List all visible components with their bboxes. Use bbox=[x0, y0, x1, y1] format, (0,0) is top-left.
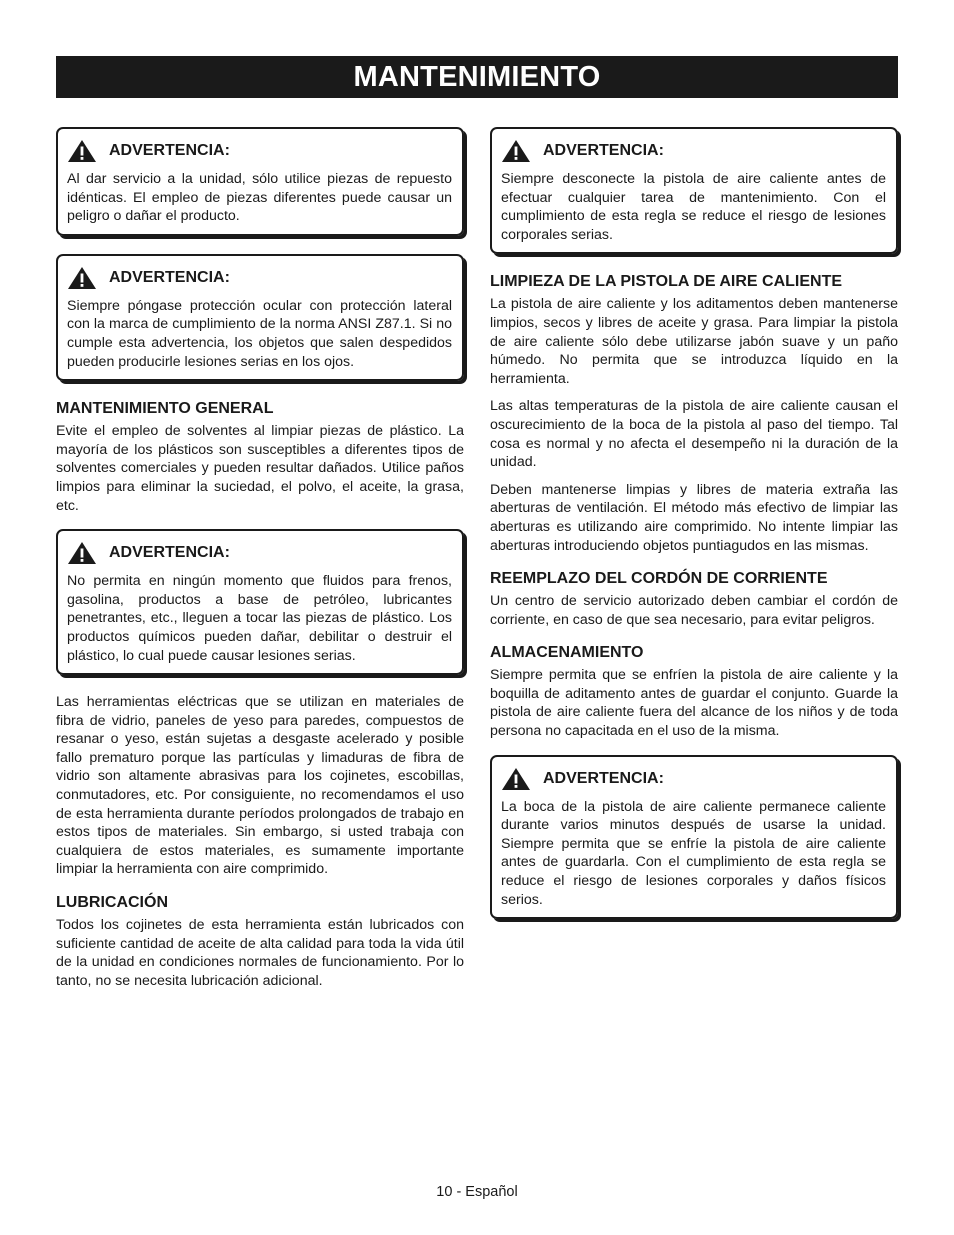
warning-triangle-icon bbox=[501, 767, 531, 791]
warning-triangle-icon bbox=[67, 541, 97, 565]
section-text: Las herramientas eléctricas que se utilizan en materiales de fibra de vidrio, paneles de yeso para paredes, compuestos de resanar o yeso, están sujetas a desgaste acelerado y posible fallo prematuro porque las partículas y limaduras de fibra de vidrio son altamente abrasivas para los cojinetes, escobillas, conmutadores, etc. Por consiguiente, no recomendamos el uso de esta herramienta durante períodos prolongados de trabajo en estos tipos de materiales. Sin embargo, si usted trabaja con cualquiera de estos materiales, es sumamente importante limpiar la herramienta con aire comprimido. bbox=[56, 694, 464, 878]
warning-title: ADVERTENCIA: bbox=[109, 268, 230, 286]
warning-text: Al dar servicio a la unidad, sólo utilice piezas de repuesto idénticas. El empleo de piezas diferentes puede causar un peligro o dañar el producto. bbox=[67, 171, 452, 225]
section-heading: ALMACENAMIENTO bbox=[490, 644, 644, 662]
warning-box-chemicals bbox=[56, 529, 464, 675]
section-lubrication bbox=[56, 893, 464, 990]
section-text: Siempre permita que se enfríen la pistola de aire caliente y la boquilla de aditamento antes de guardar el conjunto. Guarde la pistola de aire caliente fuera del alcance de los niños y de toda persona no capacitada en el uso de la misma. bbox=[490, 667, 898, 740]
section-storage bbox=[490, 643, 898, 740]
section-cleaning bbox=[490, 272, 898, 555]
section-text: Un centro de servicio autorizado deben cambiar el cordón de corriente, en caso de que sea necesario, para evitar peligros. bbox=[490, 593, 898, 628]
warning-text: La boca de la pistola de aire caliente permanece caliente durante varios minutos después de usarse la unidad. Siempre permita que se enfríe la pistola de aire caliente antes de guardarla. Con el cumplimiento de esta regla se reduce el riesgo de lesiones corporales y daños físicos serios. bbox=[501, 798, 886, 908]
section-heading: MANTENIMIENTO GENERAL bbox=[56, 400, 274, 418]
section-heading: REEMPLAZO DEL CORDÓN DE CORRIENTE bbox=[490, 570, 828, 588]
warning-box-disconnect bbox=[490, 127, 898, 254]
warning-text: Siempre póngase protección ocular con protección lateral con la marca de cumplimiento de la norma ANSI Z87.1. Si no cumple esta advertencia, los objetos que salen despedidos pueden producirle lesiones serias en los ojos. bbox=[67, 297, 452, 370]
section-text: Deben mantenerse limpias y libres de materia extraña las aberturas de ventilación. El método más efectivo de limpiar las aberturas es utilizando aire comprimido. No intente limpiar las aberturas introduciendo objetos puntiagudos en las mismas. bbox=[490, 481, 898, 554]
page-number: 10 - Español bbox=[436, 1184, 518, 1200]
page-title: MANTENIMIENTO bbox=[353, 60, 601, 93]
left-column bbox=[56, 127, 464, 1004]
warning-triangle-icon bbox=[67, 139, 97, 163]
warning-title: ADVERTENCIA: bbox=[543, 769, 664, 787]
warning-title: ADVERTENCIA: bbox=[109, 544, 230, 562]
right-column bbox=[490, 127, 898, 937]
warning-box-eye-protection bbox=[56, 254, 464, 381]
warning-box-replacement-parts bbox=[56, 127, 464, 236]
warning-title: ADVERTENCIA: bbox=[109, 142, 230, 159]
section-heading: LIMPIEZA DE LA PISTOLA DE AIRE CALIENTE bbox=[490, 273, 843, 291]
section-heading: LUBRICACIÓN bbox=[56, 894, 168, 912]
warning-text: Siempre desconecte la pistola de aire caliente antes de efectuar cualquier tarea de mantenimiento. Con el cumplimiento de esta regla se reduce el riesgo de lesiones corporales serias. bbox=[501, 171, 886, 243]
section-text: Todos los cojinetes de esta herramienta están lubricados con suficiente cantidad de aceite de alta calidad para toda la vida útil de la unidad en condiciones normales de funcionamiento. Por lo tanto, no se necesita lubricación adicional. bbox=[56, 917, 464, 989]
warning-title: ADVERTENCIA: bbox=[543, 142, 664, 159]
section-text: Evite el empleo de solventes al limpiar piezas de plástico. La mayoría de los plásticos son susceptibles a diferentes tipos de solventes comerciales y pueden resultar dañados. Utilice paños limpios para eliminar la suciedad, el polvo, el aceite, la grasa, etc. bbox=[56, 423, 464, 514]
section-cord-replacement bbox=[490, 569, 898, 629]
section-general-maintenance bbox=[56, 399, 464, 515]
section-text: Las altas temperaturas de la pistola de aire caliente causan el oscurecimiento de la boca de la pistola al paso del tiempo. Tal cosa es normal y no afecta el desempeño ni la duración de la unidad. bbox=[490, 398, 898, 471]
section-text: La pistola de aire caliente y los aditamentos deben mantenerse limpios, secos y libres de aceite y grasa. Para limpiar la pistola de aire caliente sólo debe utilizarse jabón suave y un paño húmedo. No permita que se introduzca líquido en la herramienta. bbox=[490, 296, 898, 387]
warning-box-hot-nozzle bbox=[490, 755, 898, 920]
warning-text: No permita en ningún momento que fluidos para frenos, gasolina, productos a base de petróleo, lubricantes penetrantes, etc., lleguen a tocar las piezas de plástico. Los productos químicos pueden dañar, debilitar o destruir el plástico, lo cual puede causar lesiones serias. bbox=[67, 573, 452, 664]
section-abrasive-materials bbox=[56, 693, 464, 879]
warning-triangle-icon bbox=[501, 139, 531, 163]
page-title-banner bbox=[56, 56, 898, 98]
warning-triangle-icon bbox=[67, 266, 97, 290]
